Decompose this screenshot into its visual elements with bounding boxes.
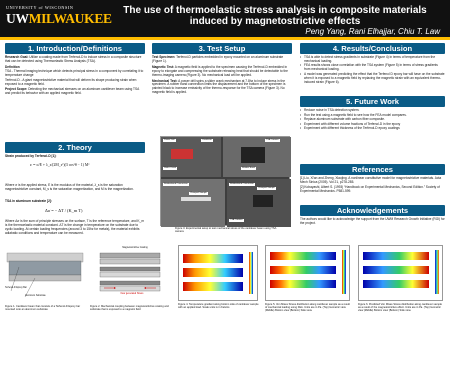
figure-2-coupling (90, 247, 170, 303)
tsa-description: Where Δσ is the sum of principle stresses on the surface, T is the reference temperature, and K_m is the thermoelastic material constant. ΔT is the change in temperature on the substrate due to cyclic loading. At certain loading frequencies (around 3 to 15hz for metals), the material exhibits adiabatic conditions and temperature can be measured. (5, 219, 144, 235)
strain-label: Strain produced by Terfenol-D [1]: (5, 154, 57, 158)
figure-1-caption: Figure 1. Cantilever beam that consists of a Terfenol-D Epoxy bar mounted onto an aluminum substrate (5, 305, 81, 312)
photo-label-clamped-sample-2: Clamped Sample (258, 187, 275, 189)
predicted-stress-plot (359, 246, 444, 302)
scope-text: Detecting the mechanical stresses on an aluminum cantilever beam using TSA and predict its behavior with an applied magnetic field. (5, 87, 140, 96)
equation-strain-left: ε = (30, 162, 36, 167)
mechanical-test-text: A power drill spins a slider crank mechanism at 7.8hz to induce stress in the specimen. A rubber band connection limits the displacement and the bottom of the specimen is painted black to increase emissivity of the thermo-response for the TSA camera (Figure 3). No magnetic field is applied. (152, 78, 286, 95)
poster-authors: Peng Yang, Rani Elhajjar, Chiu T. Law (305, 27, 440, 36)
references-text (300, 177, 445, 194)
figure-3-setup-photo (160, 136, 290, 226)
photo-label-rubberband-connection-1: Rubberband Connection (164, 183, 188, 185)
figure-6-caption: Figure 6. Predicted Von Mises Stress distribution along cantilever sample as a result of the magnetostrictive effect. Units are in Pa. (Top) Isometric view (Middle) Bottom view (Bottom) Side view. (358, 303, 442, 313)
university-logo (6, 11, 112, 27)
figure-3-caption: Figure 3. Experimental setup to test mechanical stress of the cantilever beam using TSA camera (175, 227, 277, 234)
tsa-label-block (5, 200, 145, 204)
results-list (300, 56, 445, 85)
specimen-label: Test Specimen: (152, 55, 176, 59)
poster-header (0, 0, 450, 37)
photo-label-slider-crank: Slider Crank (164, 167, 177, 169)
fig1-label-aluminum: Aluminum Substrate (25, 295, 46, 297)
fig2-label-stress: New generated Stress (120, 293, 144, 295)
definition-label: Definition (5, 64, 20, 69)
figure-1-cantilever (5, 247, 85, 303)
fig1-label-terfenol: Terfenol-D Epoxy Bar (5, 287, 27, 289)
section-header-results: 4. Results/Conclusion (300, 43, 445, 54)
goal-label: Research Goal: (5, 55, 29, 59)
specimen-text: Terfenol-D particles embedded in epoxy mounted on an aluminum substrate (Figure 1). (152, 55, 284, 63)
poster-title: The use of thermoelastic stress analysis in composite materials induced by magnetostrictive effects (123, 5, 427, 27)
terfenol-definition: Terfenol-D - A giant magnetostrictive material that will deform its shape producing strain when exposed to a magnetic field. (5, 78, 137, 86)
figure-5-caption: Figure 5. Von Mises Stress distribution along cantilever sample as a result of mechanical loading using FEA. Units are in Pa. (Top) Isometric view (Middle) Bottom view (Bottom) Side view. (265, 303, 350, 313)
accent-bar (0, 37, 450, 40)
future-item: • Experiment with different volume fractions of Terfenol-D in the epoxy (300, 123, 445, 127)
logo-milwaukee: MILWAUKEE (28, 11, 112, 26)
figure-4-caption: Figure 4. Temperature gradient along bottom side of cantilever sample with an applied load. Scale units is in Kelvins (178, 303, 259, 310)
photo-label-rubberband-connection-2: Rubberband Connection (230, 183, 254, 185)
photo-label-tsa-camera-2: TSA Camera (230, 219, 243, 221)
section-header-intro: 1. Introduction/Definitions (5, 43, 145, 54)
strain-description: Where σ is the applied stress, E is the modulus of the material, λ_s is the saturation magnetostrictive constant, M_s is the saturation magnetization, and M is the magnetization. (5, 183, 134, 191)
section-header-future: 5. Future Work (300, 96, 445, 107)
photo-label-rubber-band: Rubber Band (242, 167, 255, 169)
equation-strain (30, 162, 140, 167)
photo-label-cantilever: Cantilever (202, 139, 212, 141)
section-header-references: References (300, 164, 445, 175)
future-item: • Experiment with different thickness of the Terfenol-D epoxy coatings (300, 127, 445, 131)
thermal-gradient-plot (179, 246, 259, 302)
tsa-definition: TSA - Thermal imaging technique which detects principal stress in a component by correlating it to temperature change (5, 68, 144, 77)
equation-tsa: Δσ = − ΔT / (K_m T) (45, 208, 83, 213)
results-item: • A model was generated predicting the effect that the Terfenol D epoxy bar will have on the substrate when it is exposed to a magnetic field by replacing the magnetic strain with an equivalent thermo-induced strain (Figure 6). (300, 73, 445, 85)
reference-2: [2] Kobayashi, Albert S. (1993) “Handbook on Experimental Mechanics, Second Edition.” Society of Experimental Mechanics. P581-599. (300, 185, 440, 194)
mechanical-test-label: Mechanical Test: (152, 78, 178, 83)
magnetic-test-label: Magnetic Test: (152, 64, 175, 69)
photo-label-tsa-camera: TSA Camera (266, 139, 279, 141)
future-item: • Replace aluminum substrate with carbon fiber composite. (300, 118, 445, 122)
figure-5-fea (265, 245, 350, 301)
equation-strain-right: σ/E + λ_s/(2M_s²)(3 cos²θ − 1) M² (36, 163, 90, 167)
acknowledgements-text: The authors would like to acknowledge the support from the UWM Research Growth Initiative (RGI) for the project. (300, 217, 445, 225)
results-item: • TSA is able to detect stress gradients in substrate (Figure 4) in terms of temperature from the mechanical loading. (300, 56, 445, 64)
section-header-setup: 3. Test Setup (152, 43, 292, 54)
logo-uw: UW (6, 11, 29, 26)
fig2-label-coating: Magnetostrictive Coating (122, 247, 148, 249)
goal-text: Utilize a coating made from Terfenol-D to induce stress in a composite structure that can be detected using Thermoelastic Stress Analysis (TSA). (5, 55, 142, 63)
figure-2-caption: Figure 2. Mechanical coupling between magnetostrictive coating and substrate that is exposed to a magnetic field (90, 305, 169, 312)
photo-label-power-drill: Power Drill (164, 139, 175, 141)
future-list (300, 109, 445, 132)
section-header-theory: 2. Theory (5, 142, 145, 153)
tsa-aluminum-label: TSA in aluminum substrate [2]: (5, 199, 52, 203)
intro-text (5, 56, 145, 96)
figure-6-magnetostrictive (358, 245, 443, 301)
future-item: • Run the test using a magnetic field to see how the FEA model compares. (300, 114, 445, 118)
figure-4-thermal (178, 245, 258, 301)
theory-text (5, 155, 145, 159)
setup-photo-drawing (161, 137, 291, 227)
results-item: • FEA results shows close correlation with the TSA system (Figure 5) in terms of stress gradients from mechanical loading. (300, 64, 445, 72)
setup-text (152, 56, 292, 95)
university-logo-top: UNIVERSITY of WISCONSIN (6, 5, 74, 10)
section-header-acknowledgements: Acknowledgements (300, 205, 445, 216)
photo-label-clamped-sample-1: Clamped Sample (190, 192, 207, 194)
reference-1: [1] Liu, Xi'an and Zheng, Xiaojing. A nonlinear constitutive model for magnetostrictive materials. Acta Mech Sinica (2005). Vol 21, p278-285. (300, 176, 442, 184)
fea-stress-plot (266, 246, 351, 302)
magnetic-test-text: A magnetic field is applied to the specimen causing the Terfenol-D embedded in epoxy to elongate and compressing the substrate releasing heat that should be detectable to the thermo-imaging camera (Figure 3). No mechanical load will be applied. (152, 64, 288, 77)
scope-label: Project Scope: (5, 87, 28, 92)
future-item: • Reduce noise in TSA detection system. (300, 109, 445, 113)
